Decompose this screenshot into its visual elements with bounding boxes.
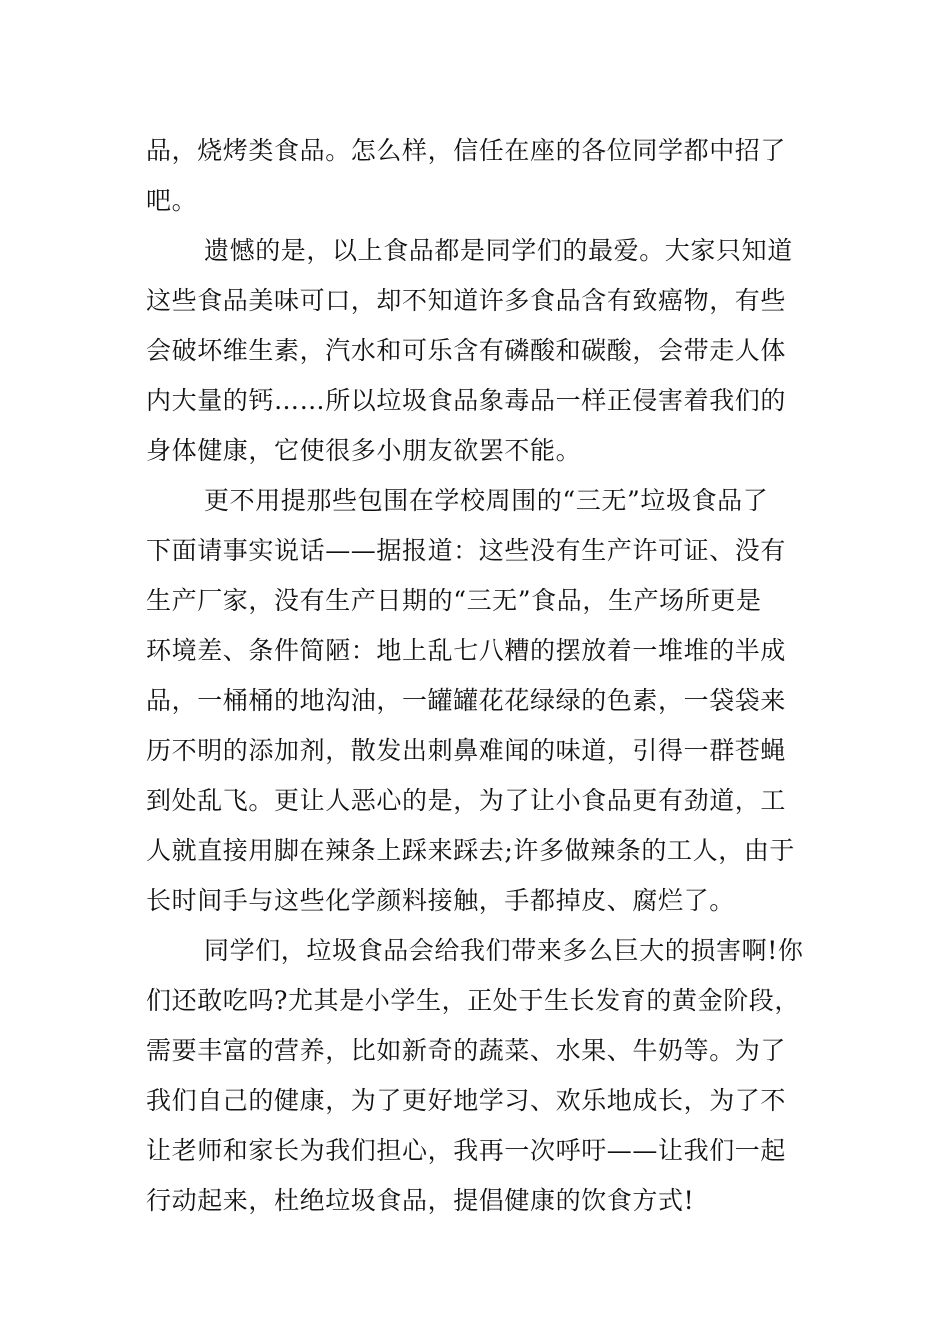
paragraph-2 — [146, 226, 806, 476]
paragraph-line: 吧。 — [146, 186, 198, 215]
paragraph-line: 让老师和家长为我们担心，我再一次呼吁——让我们一起 — [146, 1136, 787, 1165]
paragraph-line: 行动起来，杜绝垃圾食品，提倡健康的饮食方式! — [146, 1186, 695, 1215]
paragraph-4 — [146, 926, 806, 1226]
paragraph-line: 内大量的钙……所以垃圾食品象毒品一样正侵害着我们的 — [146, 386, 787, 415]
paragraph-1 — [146, 126, 806, 226]
paragraph-line: 人就直接用脚在辣条上踩来踩去;许多做辣条的工人，由于 — [146, 836, 796, 865]
document-body — [146, 126, 806, 1226]
paragraph-line: 品，一桶桶的地沟油，一罐罐花花绿绿的色素，一袋袋来 — [146, 686, 787, 715]
paragraph-line: 身体健康，它使很多小朋友欲罢不能。 — [146, 436, 582, 465]
paragraph-line: 会破坏维生素，汽水和可乐含有磷酸和碳酸，会带走人体 — [146, 336, 787, 365]
paragraph-line: 长时间手与这些化学颜料接触，手都掉皮、腐烂了。 — [146, 886, 735, 915]
paragraph-line: 遗憾的是，以上食品都是同学们的最爱。大家只知道 — [204, 236, 793, 265]
paragraph-line: 们还敢吃吗?尤其是小学生，正处于生长发育的黄金阶段， — [146, 986, 801, 1015]
paragraph-line: 需要丰富的营养，比如新奇的蔬菜、水果、牛奶等。为了 — [146, 1036, 787, 1065]
paragraph-line: 历不明的添加剂，散发出刺鼻难闻的味道，引得一群苍蝇 — [146, 736, 787, 765]
paragraph-line: 环境差、条件简陋：地上乱七八糟的摆放着一堆堆的半成 — [146, 636, 787, 665]
paragraph-line: 下面请事实说话——据报道：这些没有生产许可证、没有 — [146, 536, 787, 565]
paragraph-line: 生产厂家，没有生产日期的“三无”食品，生产场所更是 — [146, 586, 762, 615]
paragraph-line: 我们自己的健康，为了更好地学习、欢乐地成长，为了不 — [146, 1086, 787, 1115]
paragraph-3 — [146, 476, 806, 926]
paragraph-line: 更不用提那些包围在学校周围的“三无”垃圾食品了 — [204, 486, 769, 515]
paragraph-line: 到处乱飞。更让人恶心的是，为了让小食品更有劲道，工 — [146, 786, 787, 815]
paragraph-line: 这些食品美味可口，却不知道许多食品含有致癌物，有些 — [146, 286, 787, 315]
paragraph-line: 同学们，垃圾食品会给我们带来多么巨大的损害啊!你 — [204, 936, 804, 965]
paragraph-line: 品，烧烤类食品。怎么样，信任在座的各位同学都中招了 — [146, 136, 787, 165]
